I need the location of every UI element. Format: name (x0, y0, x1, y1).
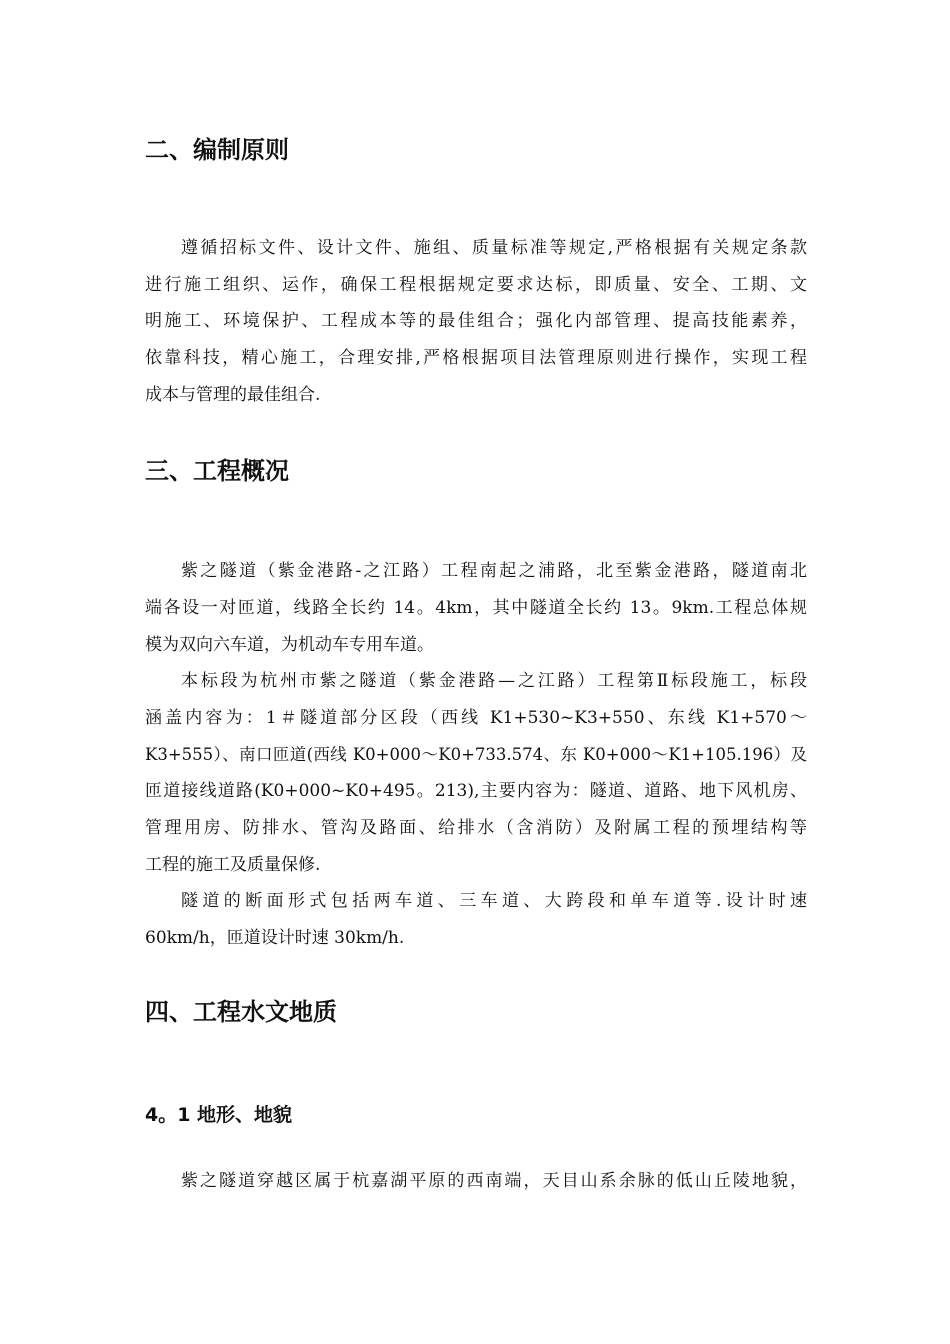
text-line: 紫之隧道（紫金港路-之江路）工程南起之浦路，北至紫金港路，隧道南北 (181, 561, 807, 581)
text-line: 隧道的断面形式包括两车道、三车道、大跨段和单车道等.设计时速 (181, 891, 807, 911)
text-line: 紫之隧道穿越区属于杭嘉湖平原的西南端，天目山系余脉的低山丘陵地貌， (181, 1171, 807, 1191)
text-line: 端各设一对匝道，线路全长约 14。4km，其中隧道全长约 13。9km.工程总体规 (145, 598, 807, 618)
section-heading-hydrogeology: 四、工程水文地质 (145, 998, 337, 1026)
text-line: 进行施工组织、运作，确保工程根据规定要求达标，即质量、安全、工期、文 (145, 275, 807, 295)
section-heading-principles: 二、编制原则 (145, 136, 289, 164)
text-line: 工程的施工及质量保修. (145, 855, 321, 875)
text-line: 60km/h，匝道设计时速 30km/h. (145, 928, 405, 948)
text-line: 管理用房、防排水、管沟及路面、给排水（含消防）及附属工程的预埋结构等 (145, 818, 807, 838)
text-line: 成本与管理的最佳组合. (145, 385, 321, 405)
text-line: 遵循招标文件、设计文件、施组、质量标准等规定,严格根据有关规定条款 (181, 238, 807, 258)
text-line: 依靠科技，精心施工，合理安排,严格根据项目法管理原则进行操作，实现工程 (145, 348, 807, 368)
text-line: 模为双向六车道，为机动车专用车道。 (145, 635, 434, 655)
text-line: 本标段为杭州市紫之隧道（紫金港路—之江路）工程第Ⅱ标段施工，标段 (181, 671, 807, 691)
subsection-heading-terrain: 4。1 地形、地貌 (145, 1104, 293, 1126)
text-line: 匝道接线道路(K0+000~K0+495。213),主要内容为：隧道、道路、地下风机房、 (145, 781, 807, 801)
section-heading-overview: 三、工程概况 (145, 457, 289, 485)
text-line: 明施工、环境保护、工程成本等的最佳组合；强化内部管理、提高技能素养， (145, 311, 807, 331)
text-line: K3+555）、南口匝道(西线 K0+000～K0+733.574、东 K0+000～K1+105.196）及 (145, 745, 807, 764)
text-line: 涵盖内容为：1＃隧道部分区段（西线 K1+530~K3+550、东线 K1+570～ (145, 708, 807, 728)
